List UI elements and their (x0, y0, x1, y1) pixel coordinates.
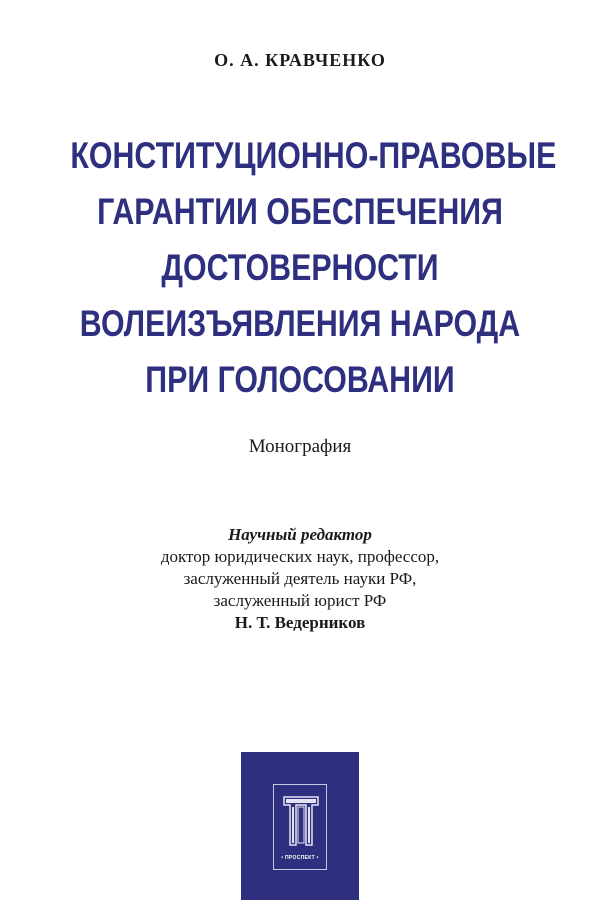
editor-name: Н. Т. Ведерников (234, 613, 366, 632)
editor-block (0, 524, 600, 634)
editor-credential-1: доктор юридических наук, профессор, (160, 547, 440, 566)
publisher-building-icon (282, 795, 320, 847)
editor-credential-2: заслуженный деятель науки РФ, (183, 569, 417, 588)
publisher-logo-frame (273, 784, 327, 870)
editor-label: Научный редактор (228, 525, 372, 544)
author-name: О. А. КРАВЧЕНКО (214, 50, 386, 70)
editor-credential-3: заслуженный юрист РФ (213, 591, 387, 610)
book-title (70, 128, 557, 408)
publisher-logo (241, 752, 359, 900)
title-line-3: ДОСТОВЕРНОСТИ (161, 247, 439, 288)
book-genre: Монография (248, 436, 352, 457)
title-line-1: КОНСТИТУЦИОННО-ПРАВОВЫЕ (70, 135, 557, 176)
title-line-4: ВОЛЕИЗЪЯВЛЕНИЯ НАРОДА (79, 303, 521, 344)
title-line-2: ГАРАНТИИ ОБЕСПЕЧЕНИЯ (97, 191, 503, 232)
publisher-logo-text: • ПРОСПЕКТ • (281, 855, 319, 861)
title-line-5: ПРИ ГОЛОСОВАНИИ (145, 359, 455, 400)
